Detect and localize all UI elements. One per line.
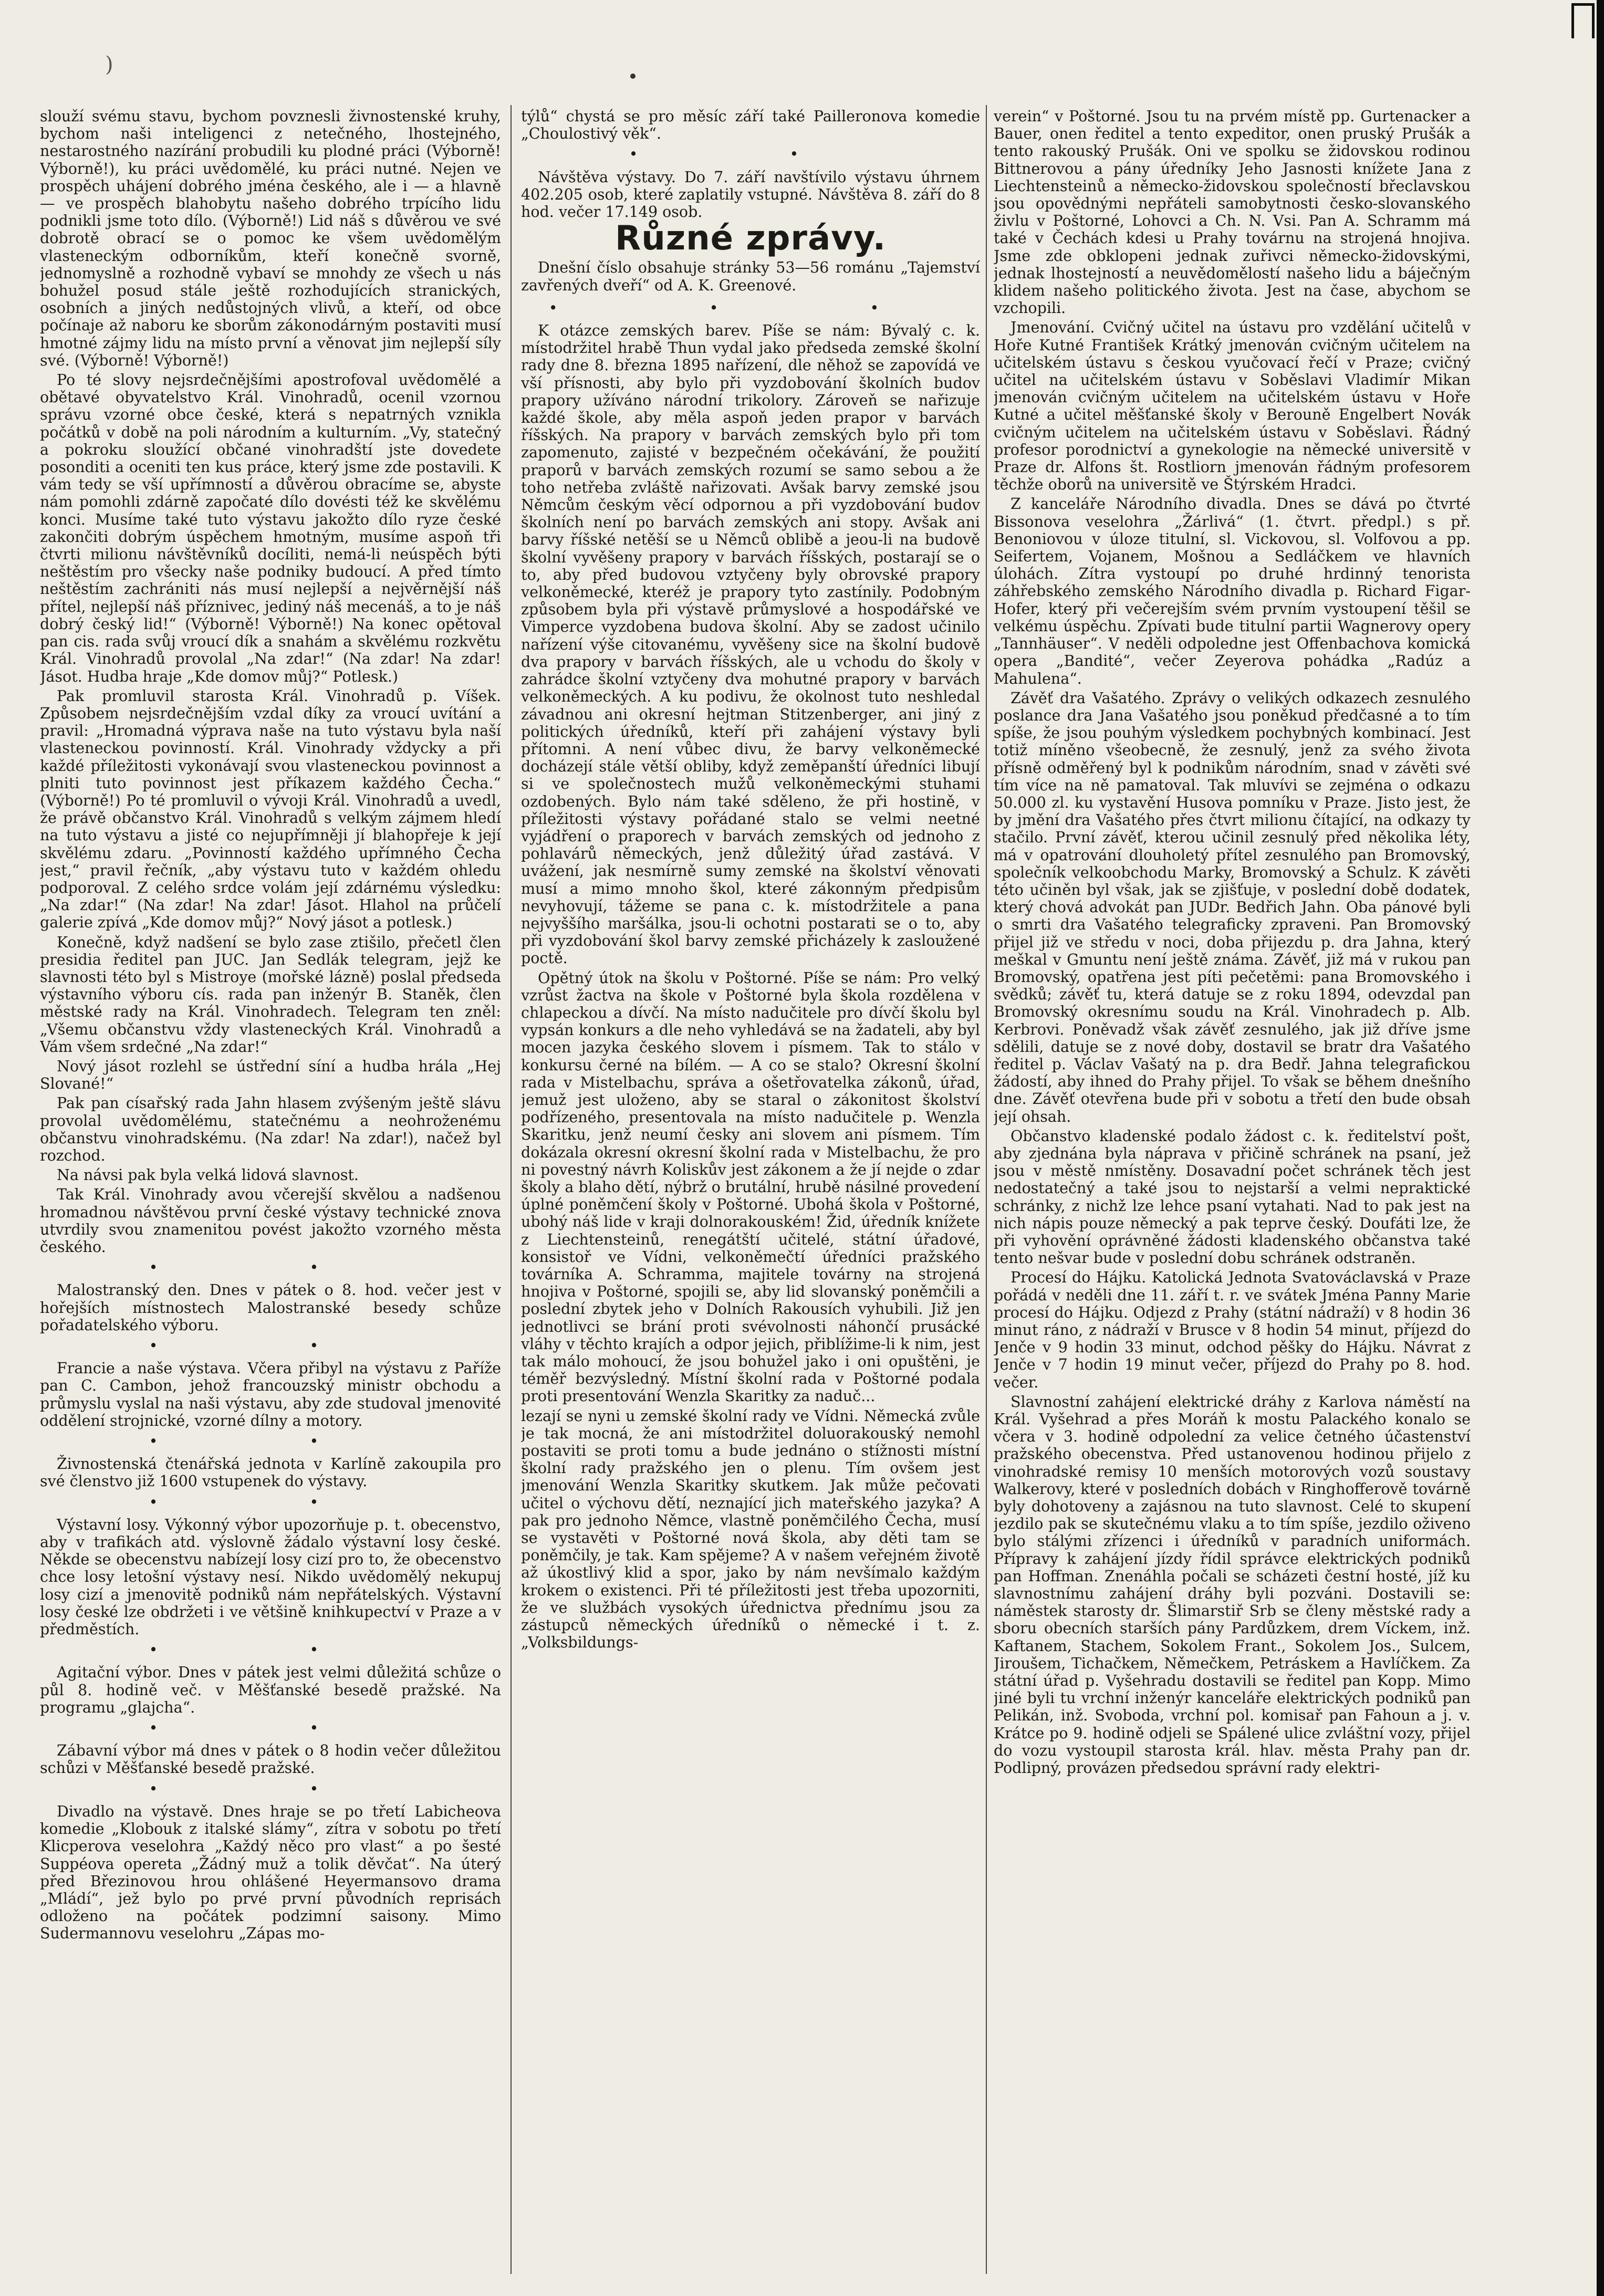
article-paragraph: Konečně, když nadšení se bylo zase ztišilo, přečetl člen presidia ředitel pan JUC. Jan Sedlák telegram, jejž ke slavnosti této byl s Mistroye (mořské lázně) poslal předseda výstavního výboru cís. rada pan inženýr B. Staněk, člen městské rady na Král. Vinohradech. Telegram ten zněl: „Všemu občanstvu vždy vlasteneckých Král. Vinohradů a Vám všem srdečné „Na zdar!“ — [40, 933, 501, 1056]
page-corner-bracket — [1571, 3, 1595, 38]
news-item: Závěť dra Vašatého. Zprávy o velikých odkazech zesnulého poslance dra Jana Vašatého jsou poněkud předčasné a to tím spíše, že jsou pouhým výsledkem pochybných kombinací. Jest totiž míněno všeobecně, že zesnulý, jenž za svého života přísně odměřený byl k podnikům národním, snad v závěti své tím více na ně pamatoval. Tak mluvívi se zejména o odkazu 50.000 zl. ku vystavění Husova pomníku v Praze. Jisto jest, že by jmění dra Vašatého přes čtvrt milionu čítající, na odkazy ty stačilo. První závěť, kterou učinil zesnulý před několika léty, má v opatrování dlouholetý přítel zesnulého pan Bromovský, společník velkoobchodu Marky, Bromovský a Schulz. K závěti této učiněn byl však, jak se zjišťuje, v poslední době dodatek, který chová advokát pan JUDr. Bedřich Jahn. Oba pánové byli o smrti dra Vašatého telegraficky zpraveni. Pan Bromovský přijel již ve středu v noci, doba přijezdu p. dra Jahna, který meškal v Gmuntu není ještě známa. Závěť, již má v rukou pan Bromovský, opatřena jest píti pečetěmi: pana Bromovského i svědků; závěť tu, která datuje se z roku 1894, odevzdal pan Bromovský okresnímu soudu na Král. Vinohradech p. Alb. Kerbrovi. Poněvadž však závěť zesnulého, jak již dříve jsme sdělili, datuje se z nové doby, dostavil se bratr dra Vašatého ředitel p. Václav Vašatý na p. dra Bedř. Jahna telegrafickou žádostí, aby ihned do Prahy přijel. To však se během dnešního dne. Závěť otevřena bude při v sobotu a třetí den bude obsah její ohsah. — [994, 689, 1471, 1125]
news-item: Jmenování. Cvičný učitel na ústavu pro vzdělání učitelů v Hoře Kutné František Krátký jmenován cvičným učitelem na učitelském ústavu s českou vyučovací řečí v Praze; cvičný učitel na učitelském ústavu v Soběslavi Vladimír Mikan jmenován cvičným učitelem na učitelském ústavu v Hoře Kutné a učitel měšťanské školy v Berouně Engelbert Novák cvičným učitelem na učitelském ústavu v Soběslavi. Řádný profesor porodnictví a gynekologie na německé universitě v Praze dr. Alfons št. Rostliorn jmenován řádným profesorem těchže oborů na universitě ve Štýrském Hradci. — [994, 319, 1471, 494]
news-item: Agitační výbor. Dnes v pátek jest velmi důležitá schůze o půl 8. hodině več. v Měšťanské besedě pražské. Na programu „glajcha“. — [40, 1664, 501, 1716]
article-paragraph: Na návsi pak byla velká lidová slavnost. — [57, 1166, 359, 1184]
news-item: Z kanceláře Národního divadla. Dnes se dává po čtvrté Bissonova veselohra „Žárlivá“ (1. čtvrt. předpl.) s př. Benoniovou v úloze titulní, sl. Vickovou, sl. Volfovou a pp. Seifertem, Vojanem, Mošnou a Sedláčkem ve hlavních úlohách. Zítra vystoupí po druhé hrdinný tenorista záhřebského zemského Národního divadla p. Richard Figar-Hofer, který při večerejším svém prvním vystoupení těšil se velkému úspěchu. Zpívati bude titulní partii Wagnerovy opery „Tannhäuser“. V neděli odpoledne jest Offenbachova komická opera „Bandité“, večer Zeyerova pohádka „Radúz a Mahulena“. — [994, 495, 1471, 687]
article-paragraph: Po té slovy nejsrdečnějšími apostrofoval uvědomělé a obětavé obyvatelstvo Král. Vinohradů, ocenil vzornou správu vzorné obce české, která s nepatrných vznikla počátků v době na poli národním a kulturním. „Vy, statečný a pokroku sloužící občané vinohradští jste dovedete posonditi a oceniti ten kus práce, který jsme zde postavili. K vám tedy se vší upřímností a důvěrou obracíme se, abyste nám pomohli zdárně započaté dílo dovésti též ke skvělému konci. Musíme také tuto výstavu jakožto dílo ryze české zakončiti dobrým úspěchem hmotným, musíme aspoň tři čtvrti milionu návštěvníků docíliti, nemá-li neúspěch býti neštěstím pro všecky naše podniky budoucí. A před tímto neštěstím zachrániti nás musí nejlepší a nejvěrnější náš přítel, nejlepší náš příznivec, jediný náš mecenáš, a to je náš dobrý český lid!“ (Výborně! Výborně!) Na konec opětoval pan cis. rada svůj vroucí dík a snahám a skvělému rozkvětu Král. Vinohradů provolal „Na zdar!“ (Na zdar! Na zdar! Jásot. Hudba hraje „Kde domov můj?“ Potlesk.) — [40, 371, 501, 685]
printing-dot — [630, 74, 636, 79]
news-item: Občanstvo kladenské podalo žádost c. k. ředitelství pošt, aby zjednána byla náprava v přičině schránek na psaní, jež jsou v městě nmístěny. Dosavadní počet schránek těch jest nedostatečný a také jsou to nejstarší a velmi nepraktické schránky, z nichž lze lehce psaní vytahati. Nad to pak jest na nich nápis pouze německý a pak teprve český. Doufáti lze, že při vyhovění oprávněné žádosti kladenského občanstva také tento nešvar bude v poslední dobu schránek odstraněn. — [994, 1127, 1471, 1267]
separator-dots: • • — [149, 1259, 392, 1277]
page-corner-mark: ) — [105, 53, 113, 77]
news-item-continued: lezají se nyni u zemské školní rady ve Vídni. Německá zvůle je tak mocná, že ani místodržitel doluorakouský nemohl postaviti se proti tomu a bude jednáno o stížnosti místní školní rady pražského jen o plenu. Tím ovšem jest jmenování Wenzla Skaritky skutkem. Jak může pečovati učitel o výchovu dětí, neznající jich mateřského jazyka? A pak pro jednoho Němce, vlastně poněmčilého Čecha, musí se vystavěti v Poštorné nová škola, aby děti tam se poněmčily, je tak. Kam spějeme? A v našem veřejném životě až úkostlivý klid a spor, jako by nám nevšímalo každým krokem o existenci. Při té příležitosti jest třeba upozorniti, že ve službách vysokých úřednictva přednímu jsou za zástupců německých úředníků o německé i t. z. „Volksbildungs- — [521, 1407, 980, 1652]
supplement-notice: Dnešní číslo obsahuje stránky 53—56 románu „Tajemství zavřených dveří“ od A. K. Greenové. — [521, 259, 980, 294]
news-item: Výstavní losy. Výkonný výbor upozorňuje p. t. obecenstvo, aby v trafikách atd. výslovně žádalo výstavní losy české. Někde se obecenstvu nabízejí losy cizí pro to, že obecenstvo chce losy letošní výstavy nesí. Nikdo uvědomělý nekupuj losy cizí a jmenovitě podniků nám nepřátelských. Výstavní losy české lze obdržeti i ve většině knihkupectví v Praze a v předměstích. — [40, 1516, 501, 1638]
column-1 — [40, 108, 501, 2271]
separator-dots: • • — [149, 1493, 392, 1511]
article-paragraph: Pak pan císařský rada Jahn hlasem zvýšeným ještě slávu provolal uvědomělému, statečnému a neohroženému občanstvu vinohradskému. (Na zdar! Na zdar!), načež byl rozchod. — [40, 1094, 501, 1164]
news-item: Zábavní výbor má dnes v pátek o 8 hodin večer důležitou schůzi v Měšťanské besedě pražské. — [40, 1742, 501, 1777]
article-paragraph: Pak promluvil starosta Král. Vinohradů p. Víšek. Způsobem nejsrdečnějším vzdal díky za vroucí uvítání a pravil: „Hromadná výprava naše na tuto výstavu byla naší vlasteneckou povinností. Král. Vinohrady vždycky a při každé příležitosti vykonávají svou vlasteneckou povinnost a plniti tuto povinnost jest příkazem každého Čecha.“ (Výborně!) Po té promluvil o vývoji Král. Vinohradů a uvedl, že právě občanstvo Král. Vinohradů s velkým zájmem hledí na tuto výstavu a jisté co nejupřímněji jí blahopřeje k její skvělému zdaru. „Povinností každého upřímného Čecha jest,“ pravil řečník, „aby výstavu tuto v každém ohledu podporoval. Z celého srdce volám její zdárnému výsledku: „Na zdar!“ (Na zdar! Na zdar! Jásot. Hlahol na průčelí galerie zpívá „Kde domov můj?“ Nový jásot a potlesk.) — [40, 687, 501, 932]
separator-dots: • • — [149, 1337, 392, 1355]
news-item: K otázce zemských barev. Píše se nám: Bývalý c. k. místodržitel hrabě Thun vydal jako předseda zemské školní rady dne 8. března 1895 nařízení, dle něhož se zapovídá ve vší přísnosti, aby bylo při vyzdobování školních budov prapory užíváno národní trikolory. Zároveň se nařizuje každé škole, aby měla aspoň jeden prapor v barvách říšských. Na prapory v barvách zemských bylo při tom zapomenuto, zajisté v bezpečném očekávání, že použití praporů v barvách zemských rozumí se samo sebou a že toho netřeba zvláště nařizovati. Avšak barvy zemské jsou Němcům českým věcí odpornou a při vyzdobování budov školních není po barvách zemských ani stopy. Avšak ani barvy říšské netěší se u Němců oblibě a jeou-li na budově školní vyvěšeny prapory v barvách říšských, postarají se o to, aby před budovou vztyčeny byly obrovské prapory velkoněmecké, kteréž je prapory tyto zastínily. Podobným způsobem byla při výstavě průmyslové a hospodářské ve Vimperce vyzdobena budova školní. Aby se zadost učinilo nařízení výše citovanému, vyvěšeny sice na školní budově dva prapory v barvách říšských, ale u vchodu do školy v zahrádce školní vztyčeny dva mohutné prapory v barvách velkoněmeckých. A ku podivu, že okolnost tuto neshledal závadnou ani okresní hejtman Stitzenberger, ani jiný z politických úředníků, kteří při zahájení výstavy byli přítomni. A není vůbec divu, že barvy velkoněmecké docházejí stále větší obliby, když zeměpanští úředníci libují si ve společnostech mužů velkoněmeckými stuhami ozdobených. Bylo nám také sděleno, že při hostině, v příležitosti výstavy pořádané stalo se velmi neetné vyjádření o praporech v barvách zemských od jednoho z pohlavárů německých, jenž důležitý úřad zastává. V uvážení, jak nesmírně sumy zemské na školství věnovati musí a mimo mnoho škol, které zákonným předpisům nevyhovují, tážeme se pana c. k. místodržitele a pana nejvyššího maršálka, jsou-li ochotni postarati se o to, aby při vyzdobování škol barvy zemské přicházely k zasloužené poctě. — [521, 322, 980, 967]
news-item-continued: verein“ v Poštorné. Jsou tu na prvém místě pp. Gurtenacker a Bauer, onen ředitel a tento expeditor, onen pruský Prušák a tento rakouský Prušák. Oni ve spolku se židovskou rodinou Bittnerovou a pány úředníky Jeho Jasnosti knížete Jana z Liechtensteinů a německo-židovskou společností břeclavskou jsou opovědnými nepřáteli samobytnosti česko-slovanského živlu v Poštorné, Lohovci a Ch. N. Vsi. Pan A. Schramm má také v Čechách kdesi u Prahy továrnu na strojená hnojiva. Jsme zde obklopeni jednak zuřivci německo-židovskými, jednak lhostejností a neuvědomělostí našeho lidu a báječným klidem našeho politického života. Jest na čase, abychom se vzchopili. — [994, 108, 1471, 317]
separator-dots: • • — [149, 1641, 392, 1659]
separator-dots: • • • — [548, 299, 953, 317]
column-3 — [994, 108, 1471, 2271]
news-item: Návštěva výstavy. Do 7. září navštívilo výstavu úhrnem 402.205 osob, které zaplatily vstupné. Návštěva 8. září do 8 hod. večer 17.149 osob. — [521, 168, 980, 221]
news-item: týlů“ chystá se pro měsíc září také Pailleronova komedie „Choulostivý věk“. — [521, 108, 980, 143]
column-2 — [521, 108, 980, 2271]
news-item: Slavnostní zahájení elektrické dráhy z Karlova náměstí na Král. Vyšehrad a přes Moráň k mostu Palackého konalo se včera v 3. hodině odpolední za velice četného účastenství pražského obecenstva. Před ustanovenou hodinou přijelo z vinohradské remisy 10 menších motorových vozů soustavy Walkerovy, které v posledních dobách v Ringhofferově továrně byly dohotoveny a zajásnou na tuto slavnost. Celé to skupení jezdilo pak se skutečnému vlaku a to tím spíše, jezdilo oživeno bylo stálými zřízenci i úředníků v paradních uniformách. Přípravy k zahájení jízdy řídil správce elektrických podniků pan Hoffman. Znenáhla počali se scházeti čestní hosté, jíž ku slavnostnímu zahájení dráhy byli pozváni. Dostavili se: náměstek starosty dr. Šlimarstiř Srb se členy městské rady a sboru obecních starších pány Pardůzkem, drem Víckem, inž. Kaftanem, Stachem, Sokolem Frant., Sokolem Jos., Sulcem, Jiroušem, Tichačkem, Němečkem, Petráskem a Havlíčkem. Za státní úřad p. Vyšehradu dostavili se ředitel pan Kopp. Mimo jiné byli tu vrchní inženýr kanceláře elektrických podniků pan Pelikán, inž. Svoboda, vrchní pol. komisař pan Fahoun a j. v. Krátce po 9. hodině odjeli se Spálené ulice zvláštní vozy, přijel do vozu vystoupil starosta král. hlav. města Prahy pan dr. Podlipný, provázen předsedou správní rady elektri- — [994, 1393, 1471, 1777]
news-item: Francie a naše výstava. Včera přibyl na výstavu z Paříže pan C. Cambon, jehož francouzský ministr obchodu a průmyslu vyslal na naši výstavu, aby zde studoval jmenovité oddělení strojnické, vzorné dílny a motory. — [40, 1360, 501, 1429]
separator-dots: • • — [149, 1780, 392, 1798]
article-paragraph: Nový jásot rozlehl se ústřední síní a hudba hrála „Hej Slované!“ — [40, 1057, 501, 1093]
separator-dots: • • — [149, 1433, 392, 1450]
article-paragraph: Tak Král. Vinohrady avou včerejší skvělou a nadšenou hromadnou návštěvou první české výstavy technické znova utvrdily svou znamenitou povést jakožto vzorného města českého. — [40, 1186, 501, 1256]
separator-dots: • • — [629, 145, 872, 163]
column-rule-2 — [986, 105, 987, 2274]
news-item: Živnostenská čtenářská jednota v Karlíně zakoupila pro své členstvo již 1600 vstupenek do výstavy. — [40, 1455, 501, 1490]
article-paragraph: slouží svému stavu, bychom povznesli živnostenské kruhy, bychom naši inteligenci z netečného, lhostejného, nestarostného nazírání probudili ku plodné práci (Výborně! Výborně!), ku práci uvědomělé, ku práci nutné. Nejen ve prospěch uhájení dobrého jména českého, ale i — a hlavně — ve prospěch blahobytu našeho dobrého trpícího lidu podnikli jsme toto dílo. (Výborně!) Lid náš s důvěrou ve své dobrotě obrací se o pomoc ke všem uvědomělým vlasteneckým odborníkům, kteří konečně svorně, jednomyslně a rozhodně vybaví se mnohdy ze všech u nás bohužel posud stále ještě rozhodujících stranických, osobních a jiných nedůstojných vlivů, a kteří, od obce počínaje až naboru ke sborům zákonodárným postaviti musí hmotné zájmy lidu na místo první a věnovat jim nejlepší síly své. (Výborně! Výborně!) — [40, 108, 501, 369]
news-item: Procesí do Hájku. Katolická Jednota Svatováclavská v Praze pořádá v neděli dne 11. září t. r. ve svátek Jména Panny Marie procesí do Hájku. Odjezd z Prahy (státní nádraží) v 8 hodin 36 minut ráno, z nádraží v Brusce v 8 hodin 54 minut, příjezd do Jenče v 9 hodin 33 minut, odchod pěšky do Hájku. Návrat z Jenče v 7 hodin 19 minut večer, příjezd do Prahy po 8. hod. večer. — [994, 1269, 1471, 1391]
separator-dots: • • — [149, 1719, 392, 1737]
news-item: Malostranský den. Dnes v pátek o 8. hod. večer jest v hořejších místnostech Malostranské besedy schůze pořadatelského výboru. — [40, 1281, 501, 1334]
news-item: Divadlo na výstavě. Dnes hraje se po třetí Labicheova komedie „Klobouk z italské slámy“, zítra v sobotu po třetí Klicperova veselohra „Každý něco pro vlast“ a po šesté Suppéova opereta „Žádný muž a tolik děvčat“. Na úterý před Březinovou hrou ohlášené Heyermansovo drama „Mládí“, jež bylo po prvé první původních reprisách odloženo na počátek podzimní saisony. Mimo Sudermannovu veselohru „Zápas mo- — [40, 1802, 501, 1943]
scan-edge — [1597, 0, 1604, 2296]
news-item: Opětný útok na školu v Poštorné. Píše se nám: Pro velký vzrůst žactva na škole v Poštorné byla škola rozdělena v chlapeckou a dívčí. Na místo nadučitele pro dívčí školu byl vypsán konkurs a dle neho vyhledává se na žadateli, aby byl mocen jazyka českého slovem i písmem. Tak to stálo v konkursu černé na bílém. — A co se stalo? Okresní školní rada v Mistelbachu, správa a ošetřovatelka zákonů, úřad, jemuž jest uloženo, aby se staral o zákonitost školství podřízeného, presentovala na místo nadučitele p. Wenzla Skaritku, jenž neumí česky ani slovem ani písmem. Tím dokázala okresní okresní školní rada v Mistelbachu, že pro ni povestný návrh Koliskův jest zákonem a že jí nejde o zdar školy a blaho dětí, nýbrž o brutální, hrubě násilné provedení úplné poněmčení školy v Poštorné. Ubohá škola v Poštorné, ubohý náš lide v kraji dolnorakouském! Žid, úředník knížete z Liechtensteinů, renegátští učitelé, státní úřadové, konsistoř ve Vídni, velkoněmečtí úředníci pražského továrníka A. Schramma, majitele továrny na strojená hnojiva v Poštorné, spojili se, aby lid slovanský poněmčili a poslední zbytek jeho v Dolních Rakousích vyhubili. Již jen jednotlivci se brání proti svévolnosti náhončí prusácké vláhy v těchto krajích a odpor jejich, přiblížime-li k nim, jest tak málo mohoucí, že jsou bohužel jako i oni opuštěni, je téměř bezvýsledný. Místní školní rada v Poštorné podala proti presentování Wenzla Skaritky za naduč... — [521, 969, 980, 1405]
column-rule-1 — [511, 105, 512, 2274]
section-heading: Různé zprávy. — [614, 219, 887, 258]
